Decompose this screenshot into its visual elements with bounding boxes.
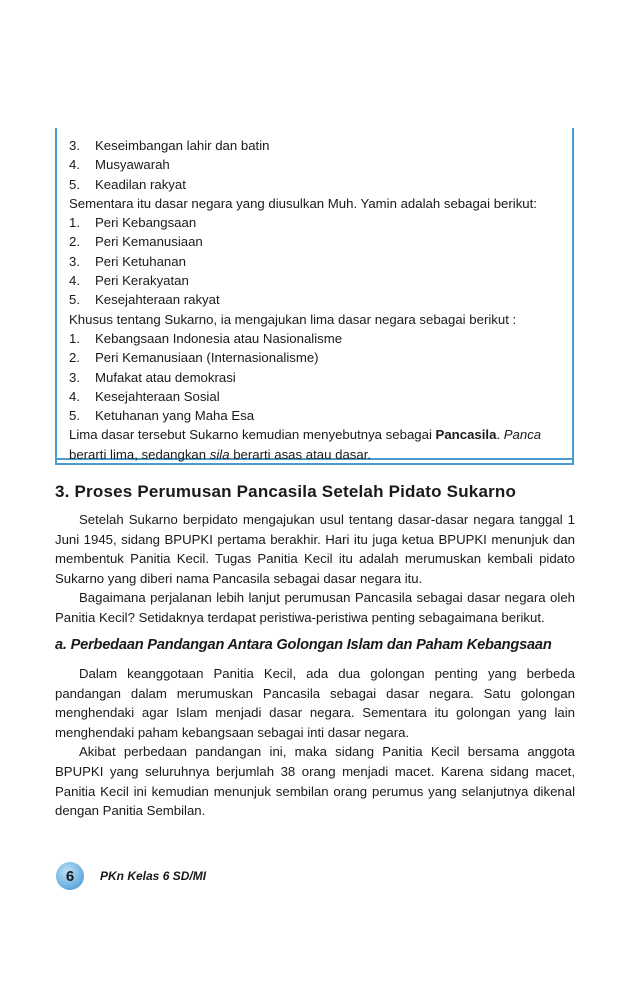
list-item: 4. Kesejahteraan Sosial <box>69 388 220 404</box>
subsection-a-body <box>55 664 575 821</box>
list-item: 2. Peri Kemanusiaan <box>69 234 203 250</box>
list-item: 4. Musyawarah <box>69 157 170 173</box>
page-number-badge: 6 <box>56 862 84 890</box>
subsection-a-paragraph-2: Akibat perbedaan pandangan ini, maka sidang Panitia Kecil bersama anggota BPUPKI yang seluruhnya berjumlah 38 orang menjadi macet. Karena sidang macet, Panitia Kecil ini kemudian menunjuk sembilan orang perumus yang selanjutnya dikenal dengan Panitia Sembilan. <box>55 744 575 819</box>
list-item: 5. Ketuhanan yang Maha Esa <box>69 408 255 424</box>
panca-term: Panca <box>503 427 542 443</box>
list-item: 3. Peri Ketuhanan <box>69 253 186 269</box>
section-3-title: 3. Proses Perumusan Pancasila Setelah Pidato Sukarno <box>55 482 517 501</box>
list-item: 5. Keadilan rakyat <box>69 176 186 192</box>
pancasila-term: Pancasila <box>435 427 497 443</box>
sila-term: sila <box>209 446 230 462</box>
section-3-body <box>55 510 575 628</box>
list-item: 5. Kesejahteraan rakyat <box>69 292 220 308</box>
list-item: 4. Peri Kerakyatan <box>69 273 189 289</box>
list-item: 2. Peri Kemanusiaan (Internasionalisme) <box>69 350 319 366</box>
list-item: 1. Peri Kebangsaan <box>69 215 197 231</box>
subsection-a-title: a. Perbedaan Pandangan Antara Golongan Islam dan Paham Kebangsaan <box>55 637 552 653</box>
list-item: 3. Keseimbangan lahir dan batin <box>69 138 270 153</box>
section-3-paragraph-1: Setelah Sukarno berpidato mengajukan usul tentang dasar-dasar negara tanggal 1 Juni 1945, sidang BPUPKI pertama berakhir. Hari itu juga ketua BPUPKI menunjuk dan membentuk Panitia Kecil. Tugas Panitia Kecil itu adalah merumuskan kembali pidato Sukarno yang diberi nama Pancasila sebagai dasar negara itu. <box>55 512 575 586</box>
yamin-intro: Sementara itu dasar negara yang diusulkan Muh. Yamin adalah sebagai berikut: <box>69 195 537 211</box>
page-footer <box>56 862 206 890</box>
list-box <box>69 136 567 464</box>
closing-paragraph: Lima dasar tersebut Sukarno kemudian menyebutnya sebagai Pancasila. Panca berarti lima, sedangkan sila berarti asas atau dasar. <box>69 427 542 462</box>
list-item: 1. Kebangsaan Indonesia atau Nasionalisme <box>69 330 343 346</box>
list-item: 3. Mufakat atau demokrasi <box>69 369 236 385</box>
section-3-paragraph-2: Bagaimana perjalanan lebih lanjut perumusan Pancasila sebagai dasar negara oleh Panitia Kecil? Setidaknya terdapat peristiwa-peristiwa penting sebagaimana berikut. <box>55 590 575 625</box>
sukarno-intro: Khusus tentang Sukarno, ia mengajukan lima dasar negara sebagai berikut : <box>69 311 517 327</box>
subsection-a-paragraph-1: Dalam keanggotaan Panitia Kecil, ada dua golongan penting yang berbeda pandangan dalam merumuskan Pancasila sebagai dasar negara. Satu golongan menghendaki agar Islam menjadi dasar negara. Sementara itu golongan yang lain menghendaki paham kebangsaan sebagai inti dasar negara. <box>55 666 575 740</box>
book-title: PKn Kelas 6 SD/MI <box>100 869 207 883</box>
